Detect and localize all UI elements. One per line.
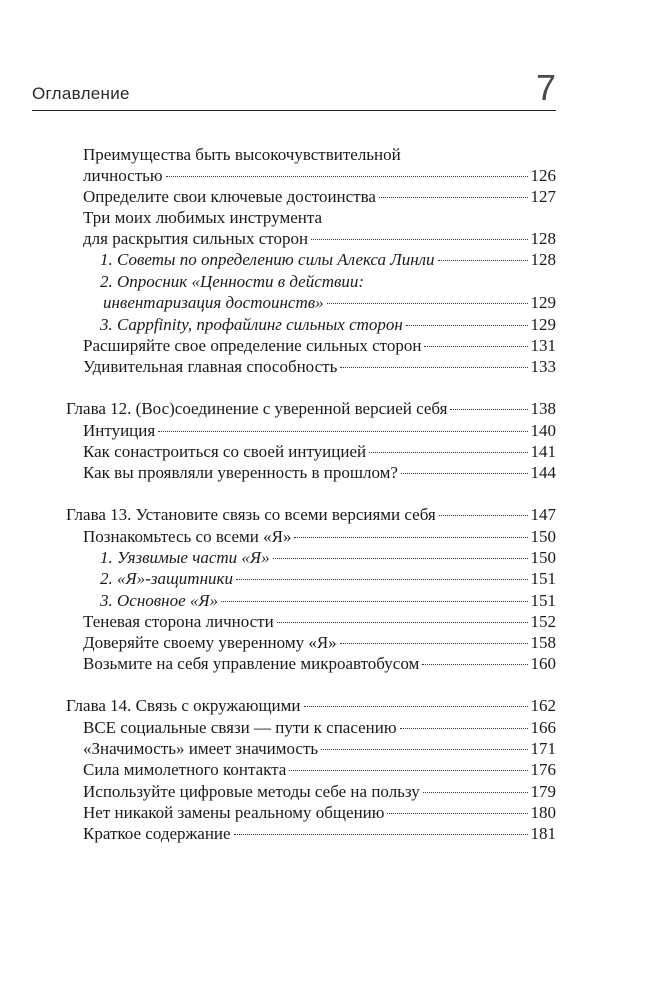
toc-entry	[100, 249, 556, 271]
toc-entry-title: Три моих любимых инструмента	[83, 208, 323, 227]
dot-leader	[158, 431, 527, 432]
toc-entry-title: 1. Советы по определению силы Алекса Линли	[100, 250, 435, 269]
toc-entry	[83, 335, 556, 357]
toc-entry	[100, 271, 556, 293]
toc-entry-page: 158	[530, 633, 556, 652]
dot-leader	[340, 367, 527, 368]
toc-entry-title: Интуиция	[83, 421, 156, 440]
toc-entry-page: 162	[530, 696, 556, 715]
dot-leader	[406, 325, 528, 326]
toc-entry-title: 2. Опросник «Ценности в действии:	[100, 272, 365, 291]
toc-entry-title: Краткое содержание	[83, 824, 231, 843]
dot-leader	[311, 239, 527, 240]
toc-entry-page: 176	[530, 760, 556, 779]
dot-leader	[273, 558, 528, 559]
toc-entry	[83, 228, 556, 250]
toc-entry-page: 133	[530, 357, 556, 376]
toc-entry	[83, 802, 556, 824]
toc-entry-title: для раскрытия сильных сторон	[83, 229, 309, 248]
toc-entry-page: 150	[530, 548, 556, 567]
toc-entry-page: 129	[530, 293, 556, 312]
toc-entry	[83, 611, 556, 633]
toc-entry	[83, 526, 556, 548]
dot-leader	[438, 260, 528, 261]
toc-chapter-entry	[66, 398, 556, 420]
toc-entry-page: 166	[530, 718, 556, 737]
dot-leader	[289, 770, 527, 771]
toc-entry	[83, 632, 556, 654]
dot-leader	[340, 643, 528, 644]
dot-leader	[234, 834, 528, 835]
toc-entry-title: Познакомьтесь со всеми «Я»	[83, 527, 292, 546]
toc-entry	[103, 292, 556, 314]
toc-entry-title: Доверяйте своему уверенному «Я»	[83, 633, 337, 652]
toc-entry-title: Сила мимолетного контакта	[83, 760, 287, 779]
dot-leader	[321, 749, 527, 750]
toc-entry-title: Глава 14. Связь с окружающими	[66, 696, 301, 715]
toc-entry-page: 151	[530, 591, 556, 610]
toc-chapter-entry	[66, 695, 556, 717]
toc-entry-title: Используйте цифровые методы себе на пользу	[83, 782, 420, 801]
toc-entry	[83, 462, 556, 484]
toc-entry-page: 160	[530, 654, 556, 673]
toc-entry-page: 126	[530, 166, 556, 185]
dot-leader	[166, 176, 528, 177]
toc-entry-page: 127	[530, 187, 556, 206]
toc-entry-page: 179	[530, 782, 556, 801]
toc-entry	[83, 759, 556, 781]
toc-entry	[83, 144, 556, 166]
toc-entry	[83, 781, 556, 803]
toc-entry-title: 2. «Я»-защитники	[100, 569, 233, 588]
toc-entry	[83, 653, 556, 675]
toc-entry-title: Глава 13. Установите связь со всеми версиями себя	[66, 505, 436, 524]
toc-entry-page: 138	[530, 399, 556, 418]
toc-chapter-entry	[66, 504, 556, 526]
header-title: Оглавление	[32, 84, 130, 103]
toc-entry-title: Возьмите на себя управление микроавтобусом	[83, 654, 420, 673]
toc-entry-title: ВСЕ социальные связи — пути к спасению	[83, 718, 397, 737]
toc-entry	[83, 207, 556, 229]
toc-entry-title: Нет никакой замены реальному общению	[83, 803, 385, 822]
dot-leader	[236, 579, 528, 580]
dot-leader	[422, 664, 527, 665]
toc-entry-title: Теневая сторона личности	[83, 612, 274, 631]
toc-entry-page: 128	[530, 250, 556, 269]
page-number: 7	[535, 67, 556, 108]
toc-entry	[83, 186, 556, 208]
toc-entry-title: Как вы проявляли уверенность в прошлом?	[83, 463, 398, 482]
running-head	[32, 67, 556, 111]
toc-entry-title: Удивительная главная способность	[83, 357, 338, 376]
dot-leader	[401, 473, 528, 474]
dot-leader	[277, 622, 528, 623]
dot-leader	[294, 537, 527, 538]
toc-entry-title: Глава 12. (Вос)соединение с уверенной версией себя	[66, 399, 448, 418]
toc-entry-page: 140	[530, 421, 556, 440]
dot-leader	[369, 452, 527, 453]
toc-entry-page: 128	[530, 229, 556, 248]
toc-entry-title: Расширяйте свое определение сильных сторон	[83, 336, 422, 355]
toc-entry-page: 129	[530, 315, 556, 334]
toc-entry	[83, 165, 556, 187]
dot-leader	[327, 303, 528, 304]
toc-entry	[100, 314, 556, 336]
toc-entry-title: личностью	[83, 166, 163, 185]
toc-entry	[100, 590, 556, 612]
toc-entry-page: 151	[530, 569, 556, 588]
toc-entry-title: 3. Основное «Я»	[100, 591, 219, 610]
toc-entry-page: 131	[530, 336, 556, 355]
dot-leader	[424, 346, 527, 347]
toc-entry-title: Определите свои ключевые достоинства	[83, 187, 376, 206]
dot-leader	[439, 515, 528, 516]
toc-entry	[83, 441, 556, 463]
toc-entry-page: 171	[530, 739, 556, 758]
toc-entry	[83, 717, 556, 739]
dot-leader	[379, 197, 528, 198]
toc-entry-page: 141	[530, 442, 556, 461]
dot-leader	[221, 601, 527, 602]
toc-entry-title: Преимущества быть высокочувствительной	[83, 145, 401, 164]
toc-entry	[83, 823, 556, 845]
dot-leader	[304, 706, 528, 707]
toc-entry	[83, 356, 556, 378]
dot-leader	[387, 813, 527, 814]
toc-entry-page: 152	[530, 612, 556, 631]
toc-entry-page: 180	[530, 803, 556, 822]
toc-entry-title: 3. Cappfinity, профайлинг сильных сторон	[100, 315, 403, 334]
toc-entry-page: 144	[530, 463, 556, 482]
toc-entry-title: Как сонастроиться со своей интуицией	[83, 442, 367, 461]
toc-entry-page: 147	[530, 505, 556, 524]
dot-leader	[423, 792, 528, 793]
toc-entry-title: 1. Уязвимые части «Я»	[100, 548, 270, 567]
toc-entry-title: «Значимость» имеет значимость	[83, 739, 319, 758]
dot-leader	[450, 409, 527, 410]
toc-entry	[83, 738, 556, 760]
toc-entry-page: 181	[530, 824, 556, 843]
toc-entry	[100, 568, 556, 590]
toc-entry	[83, 420, 556, 442]
toc-entry-page: 150	[530, 527, 556, 546]
dot-leader	[400, 728, 528, 729]
toc-entry-title: инвентаризация достоинств»	[103, 293, 324, 312]
toc-entry	[100, 547, 556, 569]
